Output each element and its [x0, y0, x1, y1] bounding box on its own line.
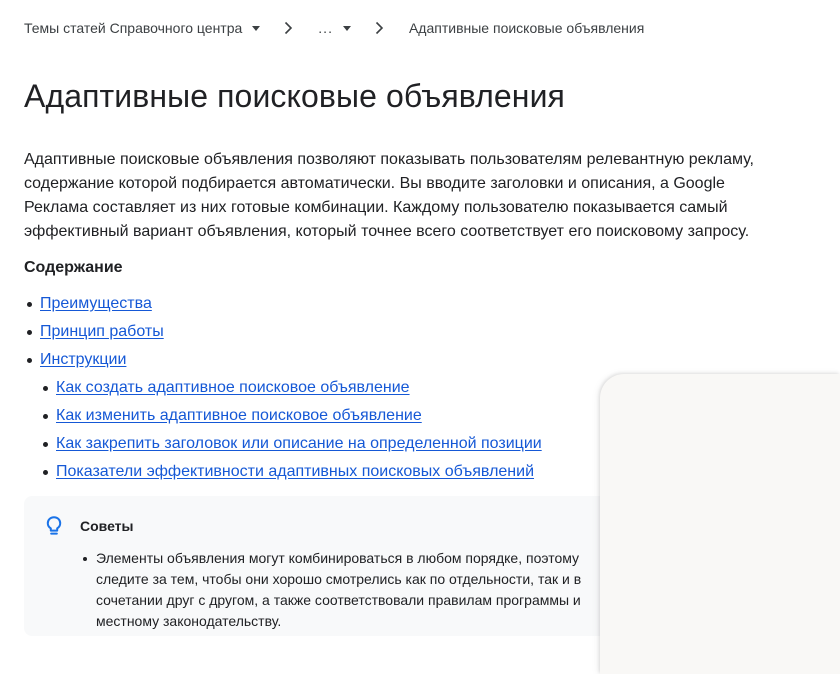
caret-down-icon[interactable]: [252, 26, 260, 31]
tips-list: [80, 548, 600, 632]
lightbulb-icon: [42, 514, 66, 538]
toc-item: [24, 346, 542, 374]
toc-link-how-it-works[interactable]: Принцип работы: [40, 323, 164, 340]
toc-link-advantages[interactable]: Преимущества: [40, 295, 152, 312]
overlay-panel[interactable]: [600, 374, 840, 674]
table-of-contents: [24, 290, 542, 486]
toc-link-create-ad[interactable]: Как создать адаптивное поисковое объявление: [56, 379, 410, 396]
toc-sub-item: [24, 458, 542, 486]
caret-down-icon[interactable]: [343, 26, 351, 31]
chevron-right-icon: [371, 20, 387, 36]
toc-link-edit-ad[interactable]: Как изменить адаптивное поисковое объявление: [56, 407, 422, 424]
breadcrumb-root[interactable]: [24, 20, 260, 36]
toc-item: [24, 318, 542, 346]
breadcrumb-current: Адаптивные поисковые объявления: [408, 20, 645, 36]
article-intro: Адаптивные поисковые объявления позволяют показывать пользователям релевантную рекламу, содержание которой подбирается автоматически. Вы вводите заголовки и описания, а Google Реклама составляет из них готовые комбинации. Каждому пользователю показывается самый эффективный вариант объявления, который точнее всего соответствует его поисковому запросу.: [24, 151, 754, 240]
toc-item: [24, 290, 542, 318]
toc-link-instructions[interactable]: Инструкции: [40, 351, 127, 368]
breadcrumb-ellipsis-label: ...: [318, 20, 333, 36]
tips-list-item: Элементы объявления могут комбинироваться в любом порядке, поэтому следите за тем, чтобы они хорошо смотрелись как по отдельности, так и в сочетании друг с другом, а также соответствовали правилам программы и местному законодательству.: [80, 548, 600, 632]
toc-sub-item: [24, 402, 542, 430]
chevron-right-icon: [280, 20, 296, 36]
breadcrumb: [24, 16, 644, 40]
toc-sub-item: [24, 374, 542, 402]
toc-sub-item: [24, 430, 542, 458]
toc-link-pin-headline[interactable]: Как закрепить заголовок или описание на определенной позиции: [56, 435, 542, 452]
page-title: Адаптивные поисковые объявления: [24, 78, 565, 114]
breadcrumb-root-label: Темы статей Справочного центра: [24, 20, 243, 36]
tips-title: Советы: [80, 518, 134, 534]
toc-heading: Содержание: [24, 259, 123, 276]
toc-link-performance[interactable]: Показатели эффективности адаптивных поисковых объявлений: [56, 463, 535, 480]
breadcrumb-ellipsis[interactable]: [318, 20, 351, 36]
